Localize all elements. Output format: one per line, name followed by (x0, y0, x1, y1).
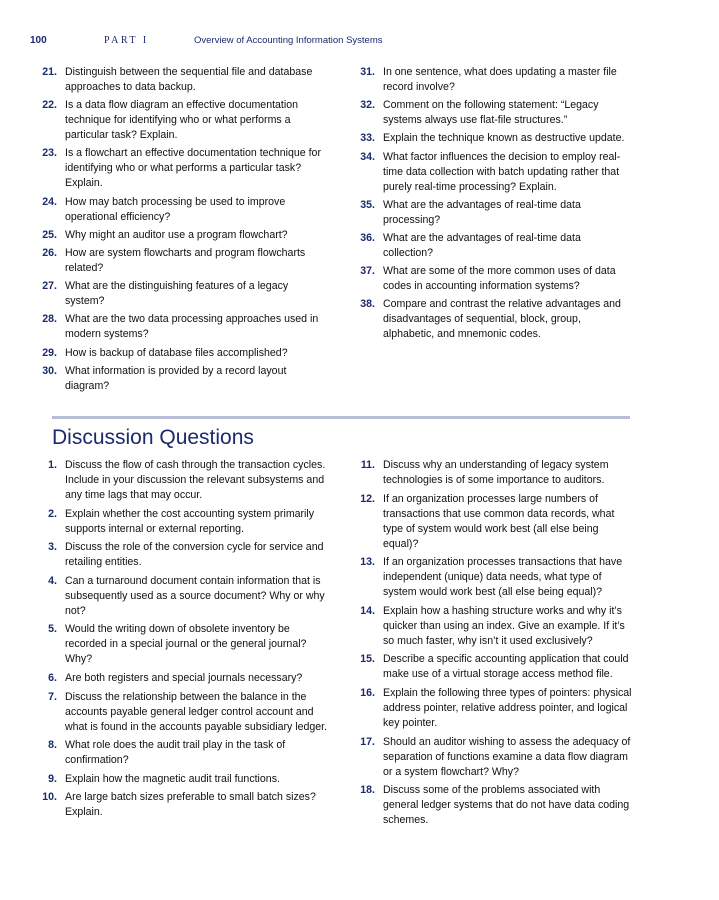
question-number: 38. (360, 298, 375, 311)
question-text: What are the two data processing approaches used in modern systems? (65, 313, 319, 341)
question-text: What are the distinguishing features of a legacy system? (65, 280, 289, 308)
question-number: 32. (360, 99, 375, 112)
question-text: What are the advantages of real-time data processing? (383, 198, 581, 226)
question-item (30, 458, 333, 503)
question-text: Would the writing down of obsolete inventory be recorded in a special journal or the general journal? Why? (65, 623, 307, 666)
question-text: Explain the technique known as destructive update. (383, 132, 625, 145)
question-number: 34. (360, 150, 375, 163)
question-text: Describe a specific accounting application that could make use of a virtual storage access method file. (383, 653, 629, 681)
question-item (348, 297, 633, 342)
question-text: How are system flowcharts and program flowcharts related? (65, 246, 306, 274)
question-item (30, 574, 333, 619)
discussion-questions-left-column (30, 458, 333, 824)
question-item (30, 738, 333, 768)
question-item (30, 671, 333, 686)
question-number: 7. (48, 690, 57, 703)
question-item (30, 507, 333, 537)
question-item (30, 228, 330, 243)
question-item (30, 364, 330, 394)
question-number: 1. (48, 459, 57, 471)
question-text: Compare and contrast the relative advantages and disadvantages of sequential, block, group, alphabetic, and mnemonic codes. (383, 298, 621, 341)
question-number: 16. (360, 686, 375, 699)
question-number: 35. (360, 198, 375, 211)
question-number: 29. (42, 346, 57, 359)
question-text: Explain the following three types of pointers: physical address pointer, relative address pointer, and logical key pointer. (383, 686, 632, 729)
question-item (30, 772, 333, 787)
question-item (30, 279, 330, 309)
question-number: 13. (360, 556, 375, 569)
question-text: In one sentence, what does updating a master file record involve? (383, 66, 617, 93)
question-number: 33. (360, 132, 375, 145)
question-number: 2. (48, 507, 57, 520)
question-number: 18. (360, 784, 375, 797)
question-text: What are the advantages of real-time data collection? (383, 231, 581, 259)
question-number: 10. (42, 791, 57, 804)
question-text: Discuss the role of the conversion cycle for service and retailing entities. (65, 541, 324, 569)
question-number: 12. (360, 492, 375, 505)
review-questions-left-column (30, 65, 330, 397)
question-number: 4. (48, 574, 57, 587)
question-text: Explain how the magnetic audit trail functions. (65, 772, 280, 785)
question-text: Is a flowchart an effective documentation technique for identifying who or what performs a particular task? Explain. (65, 147, 321, 190)
question-item (30, 622, 333, 667)
question-item (348, 65, 633, 95)
page-header (30, 35, 690, 49)
question-number: 17. (360, 735, 375, 748)
part-label: PART I (104, 35, 149, 46)
question-text: What role does the audit trail play in the task of confirmation? (65, 739, 286, 767)
question-item (348, 98, 633, 128)
question-number: 25. (42, 228, 57, 241)
question-item (348, 783, 635, 828)
question-item (30, 98, 330, 143)
question-item (348, 264, 633, 294)
question-text: How is backup of database files accomplished? (65, 346, 288, 359)
question-number: 6. (48, 671, 57, 684)
question-number: 11. (360, 459, 375, 471)
question-item (30, 65, 330, 95)
question-item (348, 150, 633, 195)
question-text: What information is provided by a record layout diagram? (65, 364, 287, 392)
question-number: 30. (42, 364, 57, 377)
question-text: Comment on the following statement: “Legacy systems always use flat-file structures.” (383, 99, 599, 127)
question-item (30, 540, 333, 570)
question-item (30, 312, 330, 342)
question-text: Discuss why an understanding of legacy system technologies is of some importance to auditors. (383, 459, 609, 486)
question-text: Discuss the relationship between the balance in the accounts payable general ledger control account and what is found in the accounts payable subsidiary ledger. (65, 690, 328, 733)
question-number: 37. (360, 265, 375, 278)
question-number: 27. (42, 280, 57, 293)
question-item (30, 246, 330, 276)
question-number: 9. (48, 772, 57, 785)
question-number: 3. (48, 541, 57, 554)
question-text: Should an auditor wishing to assess the adequacy of separation of functions examine a data flow diagram or a system flowchart? Why? (383, 735, 631, 778)
question-number: 8. (48, 739, 57, 752)
question-item (348, 231, 633, 261)
question-text: Explain how a hashing structure works and why it’s quicker than using an index. Give an example. If it’s so much faster, why isn’t it used exclusively? (383, 604, 625, 647)
question-text: Distinguish between the sequential file and database approaches to data backup. (65, 66, 313, 93)
question-text: Explain whether the cost accounting system primarily supports internal or external reporting. (65, 507, 315, 535)
question-item (348, 735, 635, 780)
question-item (30, 790, 333, 820)
question-number: 26. (42, 246, 57, 259)
question-item (30, 690, 333, 735)
question-text: If an organization processes large numbers of transactions that use common data records, what type of system would work best (all else being equal)? (383, 492, 615, 550)
question-item (348, 458, 635, 488)
question-number: 14. (360, 604, 375, 617)
question-item (348, 604, 635, 649)
question-number: 24. (42, 195, 57, 208)
question-number: 28. (42, 313, 57, 326)
discussion-questions-right-column (348, 458, 635, 832)
question-text: How may batch processing be used to improve operational efficiency? (65, 195, 286, 223)
question-text: What are some of the more common uses of data codes in accounting information systems? (383, 265, 616, 293)
question-text: What factor influences the decision to employ real-time data collection with batch updating rather that purely real-time processing? Explain. (383, 150, 621, 193)
question-number: 21. (42, 66, 57, 78)
question-text: Why might an auditor use a program flowchart? (65, 228, 288, 241)
part-title: Overview of Accounting Information Systems (194, 35, 383, 46)
question-number: 15. (360, 653, 375, 666)
question-item (348, 492, 635, 552)
question-item (348, 131, 633, 146)
question-item (348, 555, 635, 600)
question-item (348, 652, 635, 682)
review-questions-right-column (348, 65, 633, 346)
question-number: 23. (42, 147, 57, 160)
section-title: Discussion Questions (52, 426, 254, 449)
question-number: 5. (48, 623, 57, 636)
question-number: 36. (360, 231, 375, 244)
question-text: Are large batch sizes preferable to small batch sizes? Explain. (65, 791, 316, 819)
question-item (30, 346, 330, 361)
question-item (348, 198, 633, 228)
question-number: 31. (360, 66, 375, 78)
question-item (348, 686, 635, 731)
question-text: Discuss the flow of cash through the transaction cycles. Include in your discussion the relevant subsystems and any time lags that may occur. (65, 459, 326, 501)
question-item (30, 146, 330, 191)
page-number: 100 (30, 35, 47, 46)
question-text: Can a turnaround document contain information that is subsequently used as a source document? Why or why not? (65, 574, 325, 617)
section-divider (52, 416, 630, 419)
question-text: If an organization processes transactions that have independent (unique) data needs, what type of system would work best (all else being equal)? (383, 556, 623, 599)
question-text: Discuss some of the problems associated with general ledger systems that do not have data coding schemes. (383, 784, 630, 827)
question-number: 22. (42, 99, 57, 112)
question-text: Are both registers and special journals necessary? (65, 671, 303, 684)
question-item (30, 195, 330, 225)
question-text: Is a data flow diagram an effective documentation technique for identifying who or what performs a particular task? Explain. (65, 99, 299, 142)
